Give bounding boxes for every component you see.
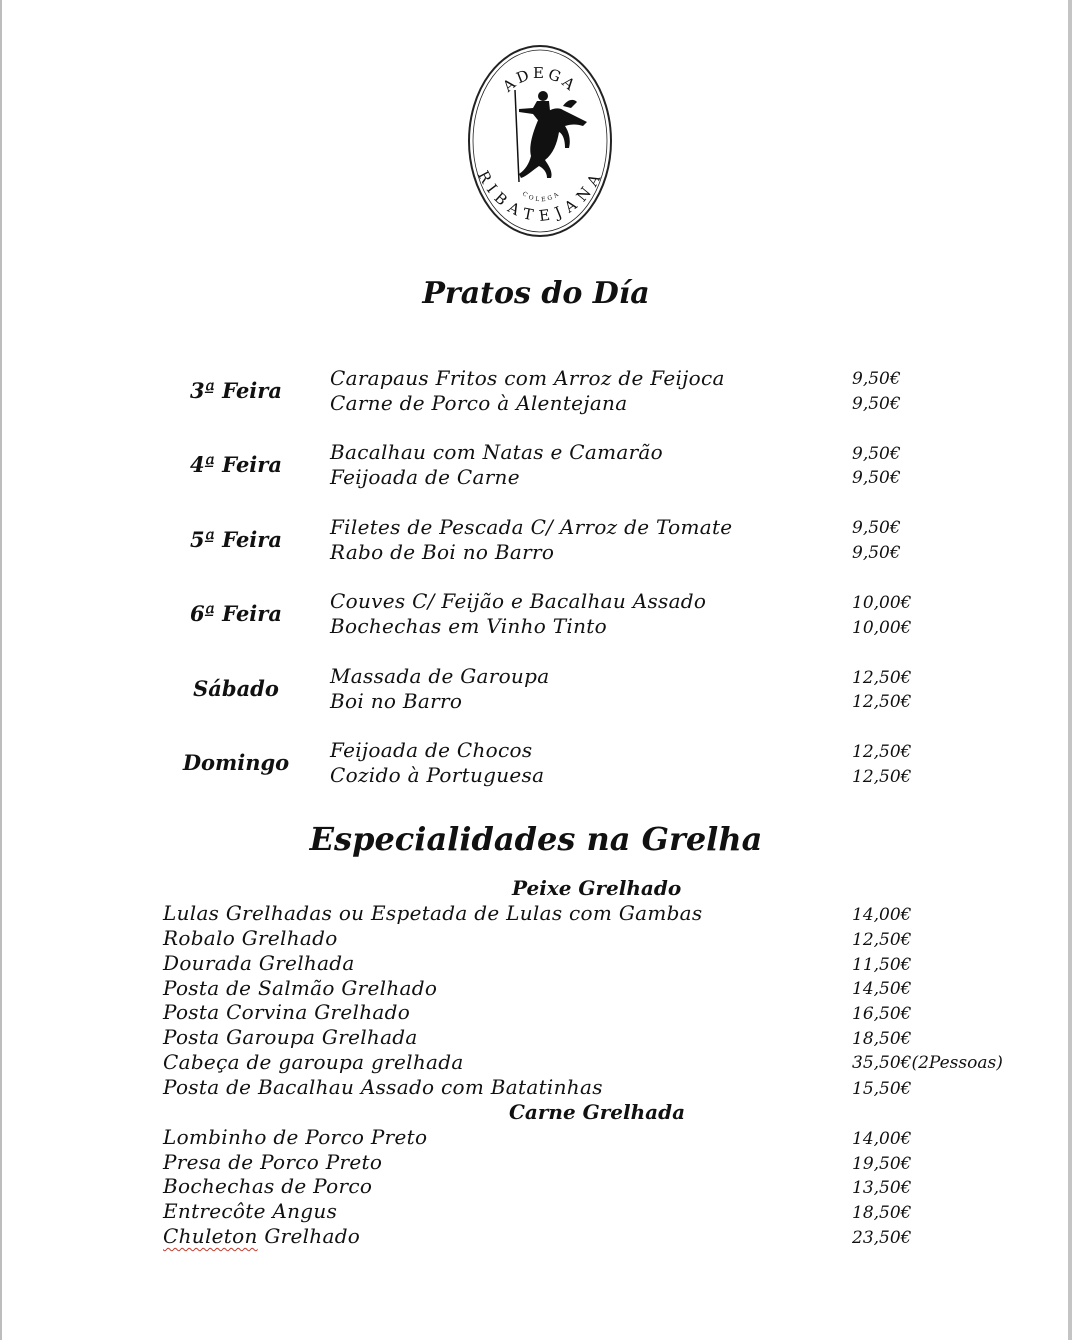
dish-name: Bacalhau com Natas e Camarão — [330, 440, 663, 464]
day-label: 4ª Feira — [190, 452, 282, 477]
dish-name: Rabo de Boi no Barro — [330, 540, 555, 564]
horse-rider-icon — [515, 90, 587, 182]
grill-item-name: Bochechas de Porco — [163, 1174, 373, 1198]
grill-item-name: Lombinho de Porco Preto — [163, 1125, 428, 1149]
dish-name: Carne de Porco à Alentejana — [330, 391, 628, 415]
grilled-fish-heading: Peixe Grelhado — [512, 876, 682, 900]
grill-item-price: 14,50€ — [852, 979, 912, 999]
grill-item-name-chuleton — [163, 1224, 360, 1248]
dish-name: Massada de Garoupa — [330, 664, 550, 688]
dish-name: Cozido à Portuguesa — [330, 763, 545, 787]
grill-item-name: Posta Garoupa Grelhada — [163, 1025, 418, 1049]
grill-item-name: Posta de Salmão Grelhado — [163, 976, 438, 1000]
grilled-meat-heading: Carne Grelhada — [509, 1100, 686, 1124]
grill-item-name: Posta de Bacalhau Assado com Batatinhas — [163, 1075, 603, 1099]
dish-price: 12,50€ — [852, 767, 912, 787]
dish-price: 9,50€ — [852, 543, 901, 563]
day-label: Domingo — [182, 750, 290, 775]
grill-item-price: 23,50€ — [852, 1228, 912, 1248]
dish-price: 10,00€ — [852, 618, 912, 638]
grill-item-price: 35,50€(2Pessoas) — [852, 1053, 1003, 1073]
grill-item-price: 18,50€ — [852, 1029, 912, 1049]
dish-price: 9,50€ — [852, 394, 901, 414]
dish-name: Carapaus Fritos com Arroz de Feijoca — [330, 366, 725, 390]
logo-top-text: ADEGA — [499, 64, 581, 96]
grill-item-price: 14,00€ — [852, 1129, 912, 1149]
grill-specialties-title: Especialidades na Grelha — [309, 820, 763, 858]
dish-price: 9,50€ — [852, 444, 901, 464]
day-label: 3ª Feira — [190, 378, 282, 403]
grill-item-name: Posta Corvina Grelhado — [163, 1000, 411, 1024]
page-edge-right — [1068, 0, 1072, 1340]
page-edge-left — [0, 0, 2, 1340]
logo-small-text: COLEGA — [520, 190, 562, 204]
dish-price: 9,50€ — [852, 369, 901, 389]
day-label: 6ª Feira — [190, 601, 282, 626]
dish-price: 12,50€ — [852, 668, 912, 688]
day-label: 5ª Feira — [190, 527, 282, 552]
daily-dishes-title: Pratos do Día — [422, 276, 650, 311]
grill-item-name: Robalo Grelhado — [163, 926, 338, 950]
spellcheck-underlined-word: Chuleton — [163, 1224, 258, 1248]
grill-item-name-rest: Grelhado — [257, 1224, 361, 1248]
dish-name: Feijoada de Carne — [330, 465, 520, 489]
grill-item-price: 11,50€ — [852, 955, 912, 975]
grill-item-name: Entrecôte Angus — [163, 1199, 338, 1223]
dish-price: 12,50€ — [852, 692, 912, 712]
dish-name: Boi no Barro — [330, 689, 463, 713]
grill-item-name: Dourada Grelhada — [163, 951, 355, 975]
dish-price: 12,50€ — [852, 742, 912, 762]
dish-name: Filetes de Pescada C/ Arroz de Tomate — [330, 515, 733, 539]
dish-price: 10,00€ — [852, 593, 912, 613]
grill-item-price: 13,50€ — [852, 1178, 912, 1198]
grill-item-price: 15,50€ — [852, 1079, 912, 1099]
dish-name: Couves C/ Feijão e Bacalhau Assado — [330, 589, 707, 613]
adega-ribatejana-logo — [467, 44, 613, 238]
dish-name: Bochechas em Vinho Tinto — [330, 614, 607, 638]
grill-item-name: Presa de Porco Preto — [163, 1150, 383, 1174]
grill-item-price: 19,50€ — [852, 1154, 912, 1174]
dish-price: 9,50€ — [852, 518, 901, 538]
grill-item-name: Lulas Grelhadas ou Espetada de Lulas com Gambas — [163, 901, 703, 925]
grill-item-price: 14,00€ — [852, 905, 912, 925]
logo-bottom-text: RIBATEJANA — [474, 167, 606, 226]
dish-name: Feijoada de Chocos — [330, 738, 533, 762]
grill-item-price: 16,50€ — [852, 1004, 912, 1024]
grill-item-price: 12,50€ — [852, 930, 912, 950]
grill-item-name: Cabeça de garoupa grelhada — [163, 1050, 464, 1074]
dish-price: 9,50€ — [852, 468, 901, 488]
day-label: Sábado — [193, 676, 279, 701]
grill-item-price: 18,50€ — [852, 1203, 912, 1223]
